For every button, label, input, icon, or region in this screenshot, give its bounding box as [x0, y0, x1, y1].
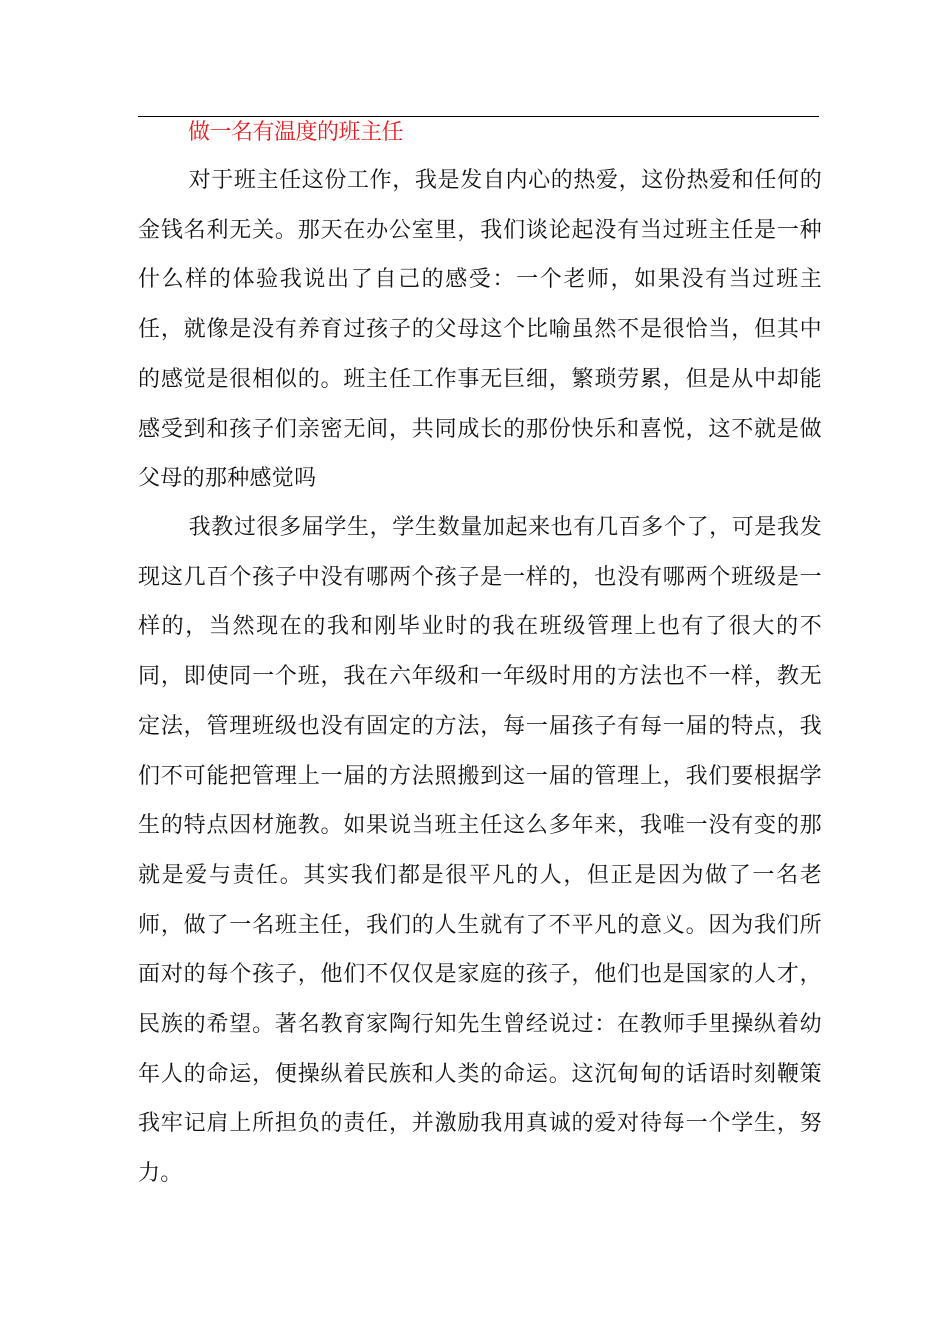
paragraph-1: 对于班主任这份工作，我是发自内心的热爱，这份热爱和任何的金钱名利无关。那天在办公室里，我们谈论起没有当过班主任是一种什么样的体验我说出了自己的感受：一个老师，如果没有当过班主任，就像是没有养育过孩子的父母这个比喻虽然不是很恰当，但其中的感觉是很相似的。班主任工作事无巨细，繁琐劳累，但是从中却能感受到和孩子们亲密无间，共同成长的那份快乐和喜悦，这不就是做父母的那种感觉吗: [138, 168, 822, 492]
paragraph-2: 我教过很多届学生，学生数量加起来也有几百多个了，可是我发现这几百个孩子中没有哪两个孩子是一样的，也没有哪两个班级是一样的，当然现在的我和刚毕业时的我在班级管理上也有了很大的不同，即使同一个班，我在六年级和一年级时用的方法也不一样，教无定法，管理班级也没有固定的方法，每一届孩子有每一届的特点，我们不可能把管理上一届的方法照搬到这一届的管理上，我们要根据学生的特点因材施教。如果说当班主任这么多年来，我唯一没有变的那就是爱与责任。其实我们都是很平凡的人，但正是因为做了一名老师，做了一名班主任，我们的人生就有了不平凡的意义。因为我们所面对的每个孩子，他们不仅仅是家庭的孩子，他们也是国家的人才，民族的希望。著名教育家陶行知先生曾经说过：在教师手里操纵着幼年人的命运，便操纵着民族和人类的命运。这沉甸甸的话语时刻鞭策我牢记肩上所担负的责任，并激励我用真诚的爱对待每一个学生，努力。: [138, 515, 822, 1187]
document-title: 做一名有温度的班主任: [188, 120, 404, 145]
